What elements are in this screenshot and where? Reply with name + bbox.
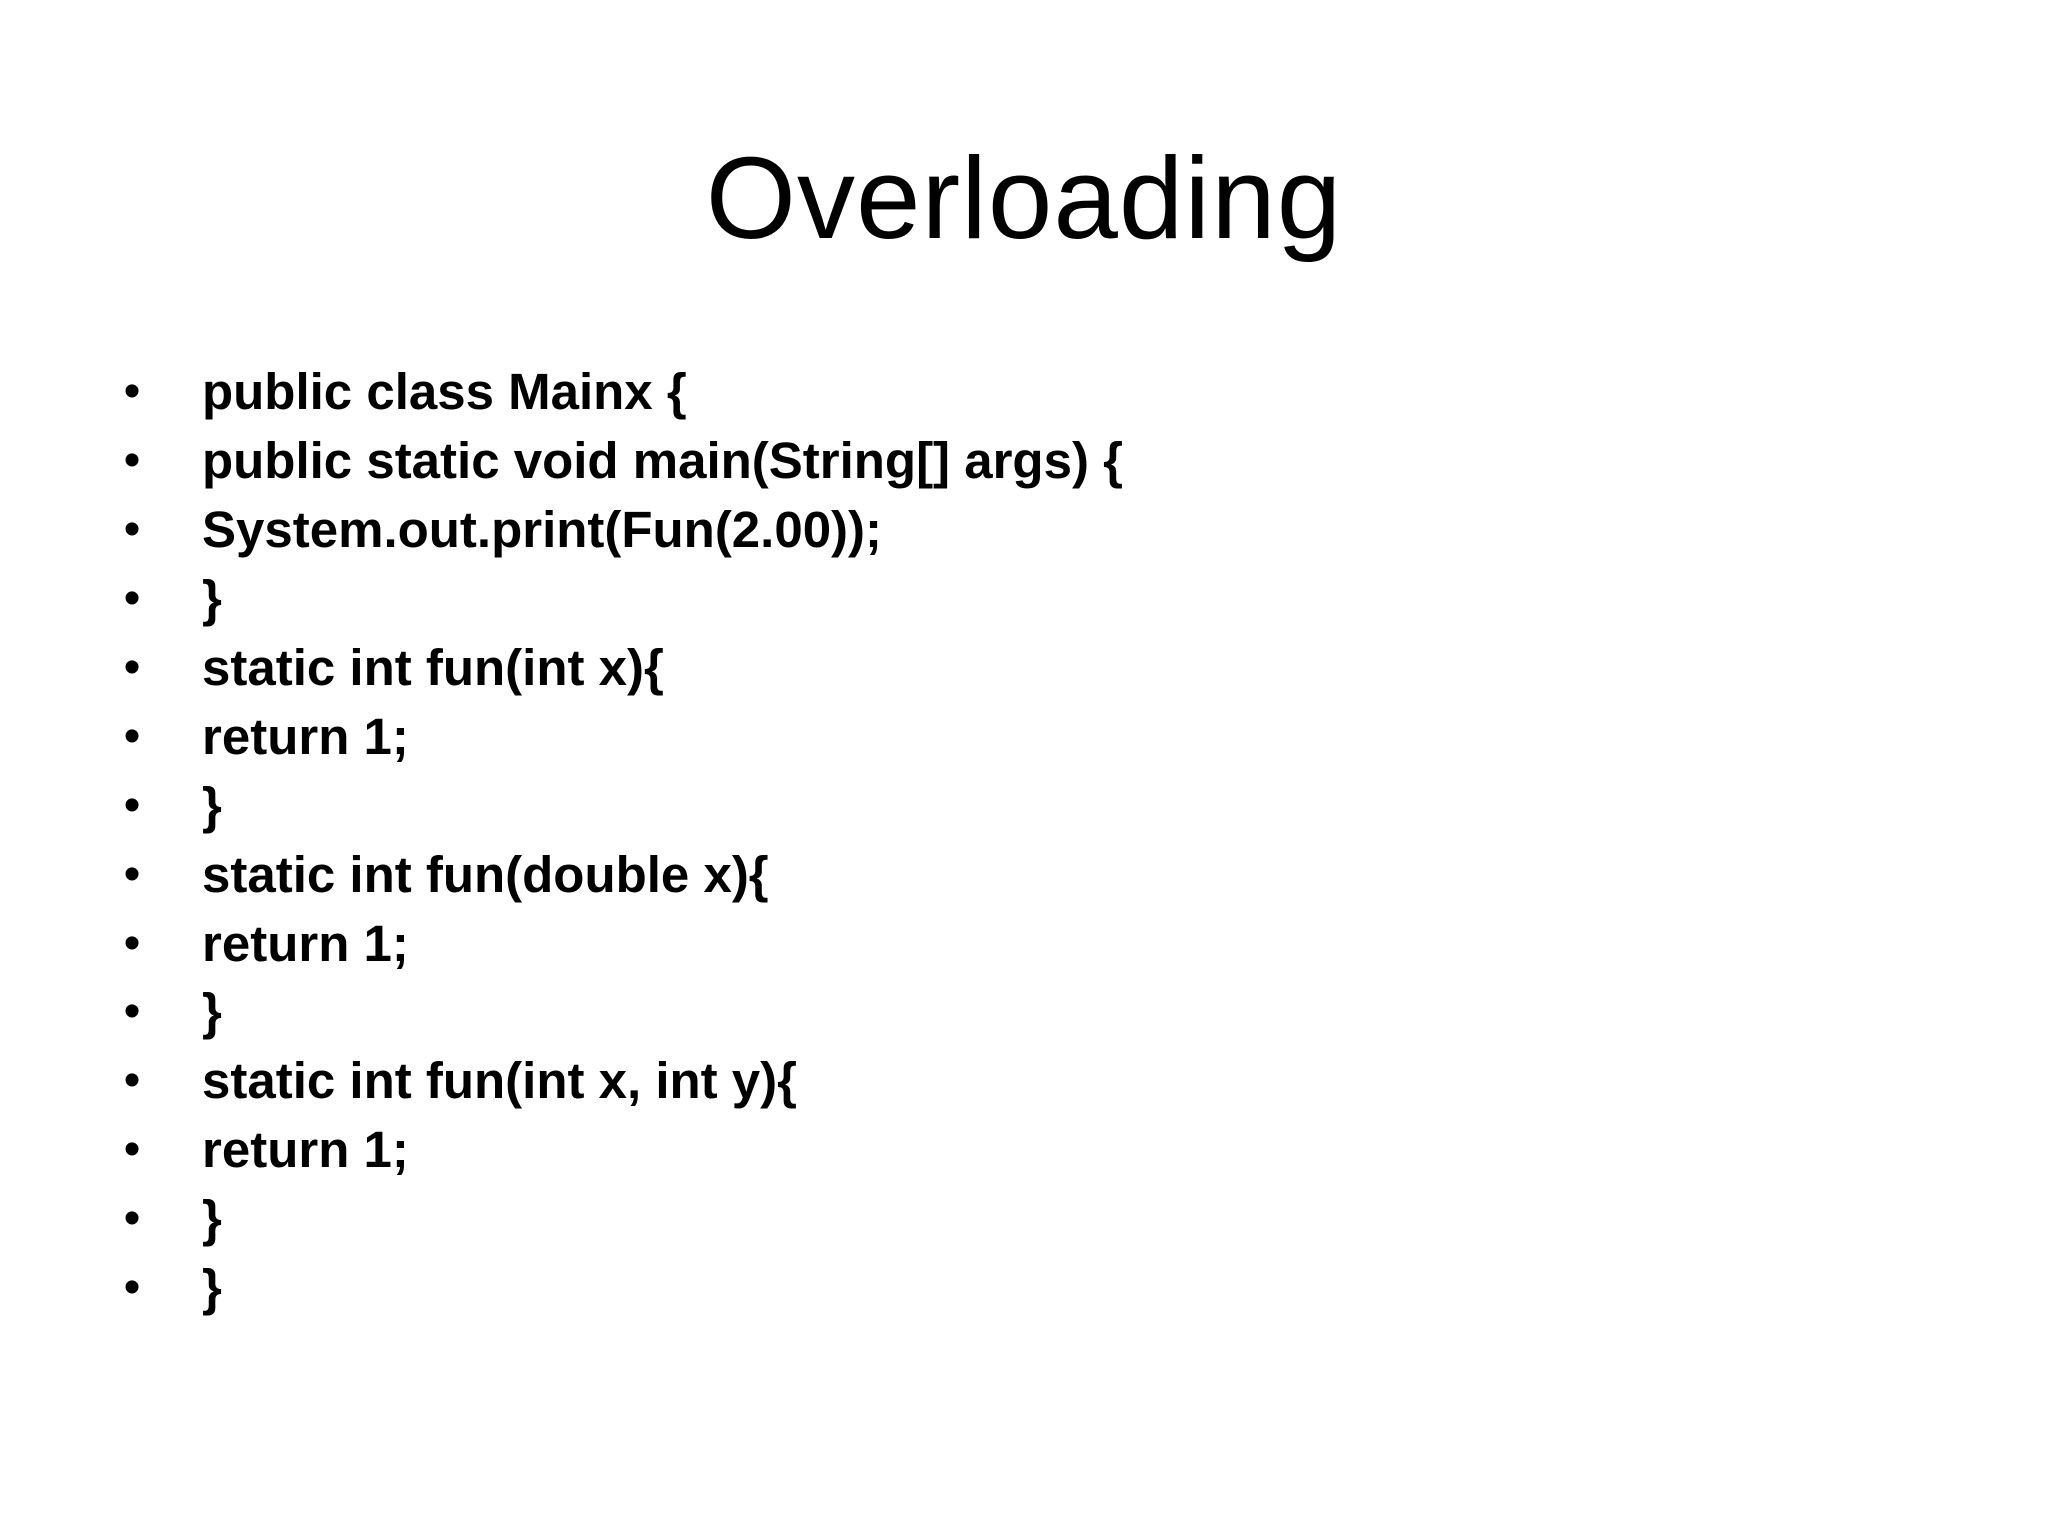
slide-title: Overloading — [705, 133, 1343, 263]
list-item — [120, 771, 222, 840]
list-item — [120, 1185, 222, 1254]
bullet-icon: • — [123, 1192, 141, 1246]
bullet-icon: • — [123, 847, 141, 901]
list-item — [120, 1254, 222, 1323]
code-line: public static void main(String[] args) { — [202, 432, 1123, 490]
bullet-icon: • — [123, 1054, 141, 1108]
code-line: return 1; — [202, 1121, 409, 1179]
list-item — [120, 702, 409, 771]
bullet-icon: • — [123, 641, 141, 694]
list-item — [120, 496, 883, 565]
list-item — [120, 909, 409, 978]
code-line: return 1; — [202, 707, 409, 765]
bullet-list — [120, 358, 1123, 1322]
list-item — [120, 840, 769, 909]
bullet-icon: • — [123, 778, 141, 832]
code-line: static int fun(int x, int y){ — [202, 1052, 797, 1110]
bullet-icon: • — [123, 434, 141, 488]
list-item — [120, 634, 664, 703]
code-line: } — [202, 1190, 222, 1248]
bullet-icon: • — [123, 503, 141, 557]
list-item — [120, 1116, 409, 1185]
code-line: } — [202, 1259, 222, 1317]
code-line: return 1; — [202, 914, 409, 972]
bullet-icon: • — [123, 365, 141, 419]
bullet-icon: • — [123, 709, 141, 763]
list-item — [120, 358, 687, 427]
bullet-icon: • — [123, 1123, 141, 1177]
list-item — [120, 427, 1123, 496]
bullet-icon: • — [123, 916, 141, 970]
code-line: System.out.print(Fun(2.00)); — [202, 501, 883, 559]
bullet-icon: • — [123, 985, 141, 1039]
list-item — [120, 1047, 797, 1116]
code-line: } — [202, 570, 222, 628]
bullet-icon: • — [123, 1261, 141, 1315]
list-item — [120, 978, 222, 1047]
code-line: public class Mainx { — [202, 363, 687, 421]
code-line: } — [202, 776, 222, 834]
code-line: } — [202, 983, 222, 1041]
list-item — [120, 565, 222, 634]
code-line: static int fun(int x){ — [202, 639, 664, 696]
bullet-icon: • — [123, 572, 141, 626]
code-line: static int fun(double x){ — [202, 845, 769, 903]
